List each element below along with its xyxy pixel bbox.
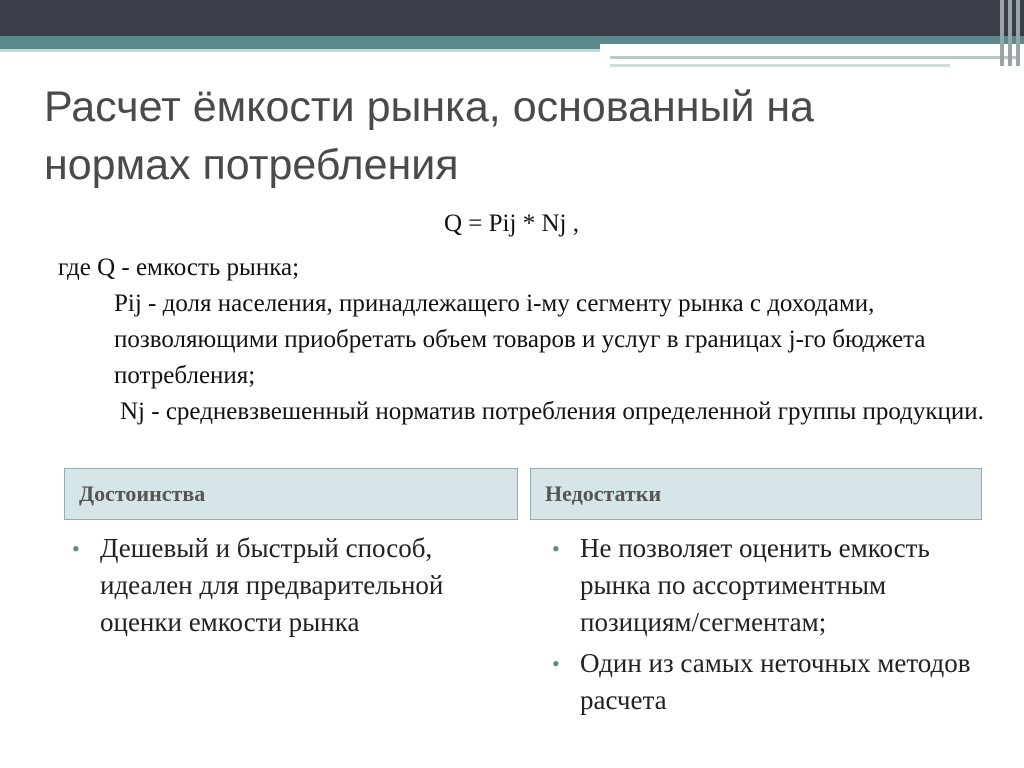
slide-deco-line	[610, 56, 1020, 59]
list-item	[548, 645, 988, 719]
advantages-list	[68, 530, 508, 645]
slide-top-bar	[0, 0, 1024, 36]
advantages-header	[64, 468, 518, 520]
definition-pij: Pij - доля населения, принадлежащего i-му сегменту рынка с доходами, позволяющими приобретать объем товаров и услуг в границах j-го бюджета потребления;	[114, 290, 926, 389]
list-item-text: Дешевый и быстрый способ, идеален для предварительной оценки емкости рынка	[100, 533, 444, 637]
definitions-block	[58, 250, 1008, 430]
list-item	[68, 530, 508, 641]
slide-accent-band-light	[0, 49, 600, 52]
slide-deco-stripe	[1008, 0, 1012, 66]
formula: Q = Pij * Nj ,	[444, 210, 579, 237]
slide-accent-band	[0, 36, 1024, 44]
list-item	[548, 530, 988, 641]
slide-deco-line	[610, 64, 950, 67]
disadvantages-header-label: Недостатки	[545, 481, 662, 506]
bullet-icon: •	[552, 536, 560, 561]
bullet-icon: •	[552, 651, 560, 676]
disadvantages-list	[548, 530, 988, 723]
advantages-header-label: Достоинства	[79, 481, 206, 506]
disadvantages-header	[530, 468, 982, 520]
list-item-text: Один из самых неточных методов расчета	[580, 648, 971, 715]
slide-title: Расчет ёмкости рынка, основанный на нормах потребления	[44, 83, 815, 189]
slide-deco-stripe	[1000, 0, 1004, 66]
bullet-icon: •	[72, 536, 80, 561]
list-item-text: Не позволяет оценить емкость рынка по ассортиментным позициям/сегментам;	[580, 533, 930, 637]
slide-deco-stripe	[1016, 0, 1020, 66]
definition-q: где Q - емкость рынка;	[58, 254, 300, 281]
definition-nj: Nj - средневзвешенный норматив потребления определенной группы продукции.	[120, 398, 984, 425]
